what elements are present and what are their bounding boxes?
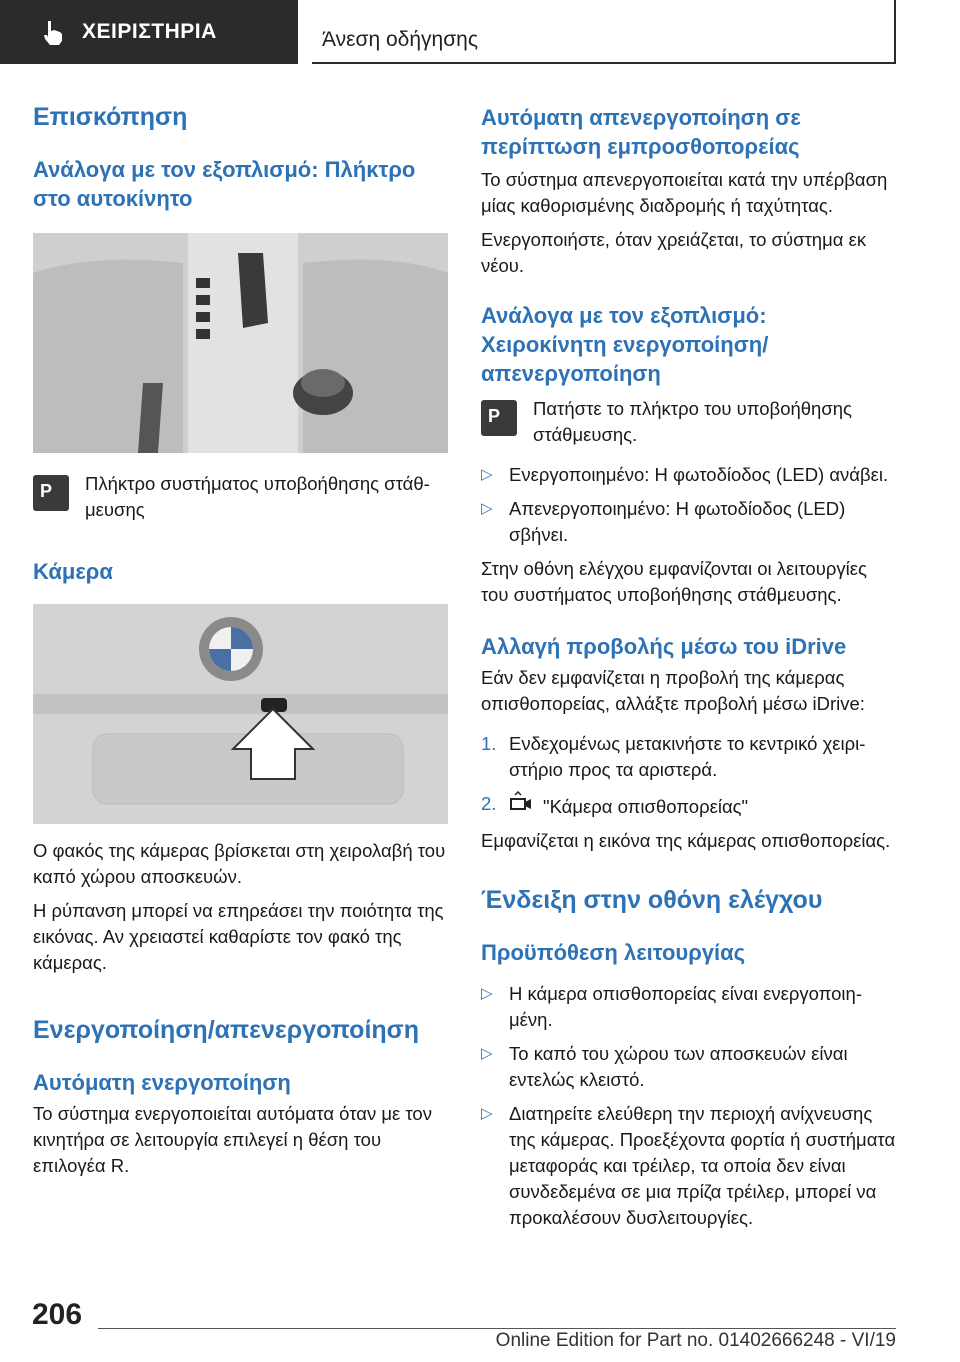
heading-camera: Κάμερα [33, 559, 113, 584]
chapter-label: Άνεση οδήγησης [322, 28, 478, 51]
triangle-bullet-icon: ▷ [481, 500, 493, 517]
chapter-header [312, 0, 896, 64]
list-item: 1. Ενδεχομένως μετακινήστε το κεντρικό χειριστήριο προς τα αριστερά. [481, 733, 866, 780]
list-item: ▷ Ενεργοποιημένο: Η φωτοδίοδος (LED) ανάβει. [481, 462, 896, 488]
auto-activation-paragraph: Το σύστημα ενεργοποιείται αυτόματα όταν με τον κινητήρα σε λειτουργία επιλεγεί η θέση του επιλογέα R. [33, 1103, 432, 1176]
triangle-bullet-icon: ▷ [481, 1105, 493, 1122]
manual-press-text: Πατήστε το πλήκτρο του υποβοήθησης στάθμευσης. [533, 398, 852, 445]
parking-assist-icon: P [481, 400, 517, 436]
heading-auto-activation: Αυτόματη ενεργοποίηση [33, 1070, 291, 1095]
triangle-bullet-icon: ▷ [481, 985, 493, 1002]
hand-pointer-icon [38, 17, 68, 47]
manual-after-text: Στην οθόνη ελέγχου εμφανίζονται οι λειτουργίες του συστήματος υποβοήθησης στάθμευσης. [481, 558, 867, 605]
heading-auto-deactivation: Αυτόματη απενεργοποίηση σε περίπτωση εμπροσθοπορείας [481, 105, 801, 159]
section-label: ΧΕΙΡΙΣΤΗΡΙΑ [82, 20, 217, 43]
pdc-caption: Πλήκτρο συστήματος υποβοήθησης στάθμευσης [85, 473, 430, 520]
idrive-steps [481, 731, 896, 820]
section-tab[interactable] [0, 0, 298, 64]
heading-activation: Ενεργοποίηση/απενεργοποίηση [33, 1016, 420, 1044]
camera-paragraph-2: Η ρύπανση μπορεί να επηρεάσει την ποιότητα της εικόνας. Αν χρειαστεί καθαρίστε τον φακό της κάμερας. [33, 900, 444, 973]
idrive-paragraph: Εάν δεν εμφανίζεται η προβολή της κάμερας οπισθοπορείας, αλλάξτε προβολή μέσω iDrive: [481, 667, 865, 714]
auto-off-paragraph-1: Το σύστημα απενεργοποιείται κατά την υπέρβαση μίας καθορισμένης διαδρομής ή ταχύτητας. [481, 169, 888, 216]
page-number: 206 [32, 1298, 83, 1331]
heading-prereq: Προϋπόθεση λειτουργίας [481, 940, 746, 965]
heading-display: Ένδειξη στην οθόνη ελέγχου [481, 886, 823, 914]
triangle-bullet-icon: ▷ [481, 1045, 493, 1062]
heading-idrive: Αλλαγή προβολής μέσω του iDrive [481, 634, 847, 659]
right-column [481, 95, 896, 1231]
camera-photo [33, 604, 448, 824]
list-item: ▷ Το καπό του χώρου των αποσκευών είναι εντελώς κλειστό. [481, 1043, 848, 1090]
camera-paragraph-1: Ο φακός της κάμερας βρίσκεται στη χειρολαβή του καπό χώρου αποσκευών. [33, 840, 446, 887]
prereq-bullets [481, 981, 896, 1231]
pdc-button-caption [33, 475, 448, 523]
list-item: 2. "Κάμερα οπισθοπορείας" [481, 791, 896, 820]
manual-press-row [481, 400, 896, 448]
list-item: ▷ Διατηρείτε ελεύθερη την περιοχή ανίχνευσης της κάμερας. Προεξέχοντα φορτία ή συστήματα μεταφοράς και τρέιλερ, τα οποία δεν είναι συνδεδεμένα σε μια πρίζα τρέιλερ, μπορεί να προκαλέσουν δυσλειτουργίες. [481, 1103, 896, 1228]
rear-camera-icon [509, 791, 535, 820]
list-item: ▷ Η κάμερα οπισθοπορείας είναι ενεργοποιημένη. [481, 983, 863, 1030]
heading-manual: Ανάλογα με τον εξοπλισμό: Χειροκίνητη ενεργοποίηση/ απενεργοποίηση [481, 303, 769, 386]
triangle-bullet-icon: ▷ [481, 466, 493, 483]
parking-assist-icon: P [33, 475, 69, 511]
auto-off-paragraph-2: Ενεργοποιήστε, όταν χρειάζεται, το σύστημα εκ νέου. [481, 229, 867, 276]
heading-button-in-car: Ανάλογα με τον εξοπλισμό: Πλήκτρο στο αυτοκίνητο [33, 157, 416, 211]
led-bullets [481, 462, 896, 548]
footer-divider [98, 1328, 896, 1329]
edition-text: Online Edition for Part no. 01402666248 - VI/19 [495, 1330, 896, 1351]
console-photo [33, 233, 448, 453]
heading-overview: Επισκόπηση [33, 103, 188, 131]
list-item: ▷ Απενεργοποιημένο: Η φωτοδίοδος (LED) σβήνει. [481, 498, 846, 545]
left-column [33, 95, 448, 1179]
idrive-after-text: Εμφανίζεται η εικόνα της κάμερας οπισθοπορείας. [481, 830, 891, 851]
